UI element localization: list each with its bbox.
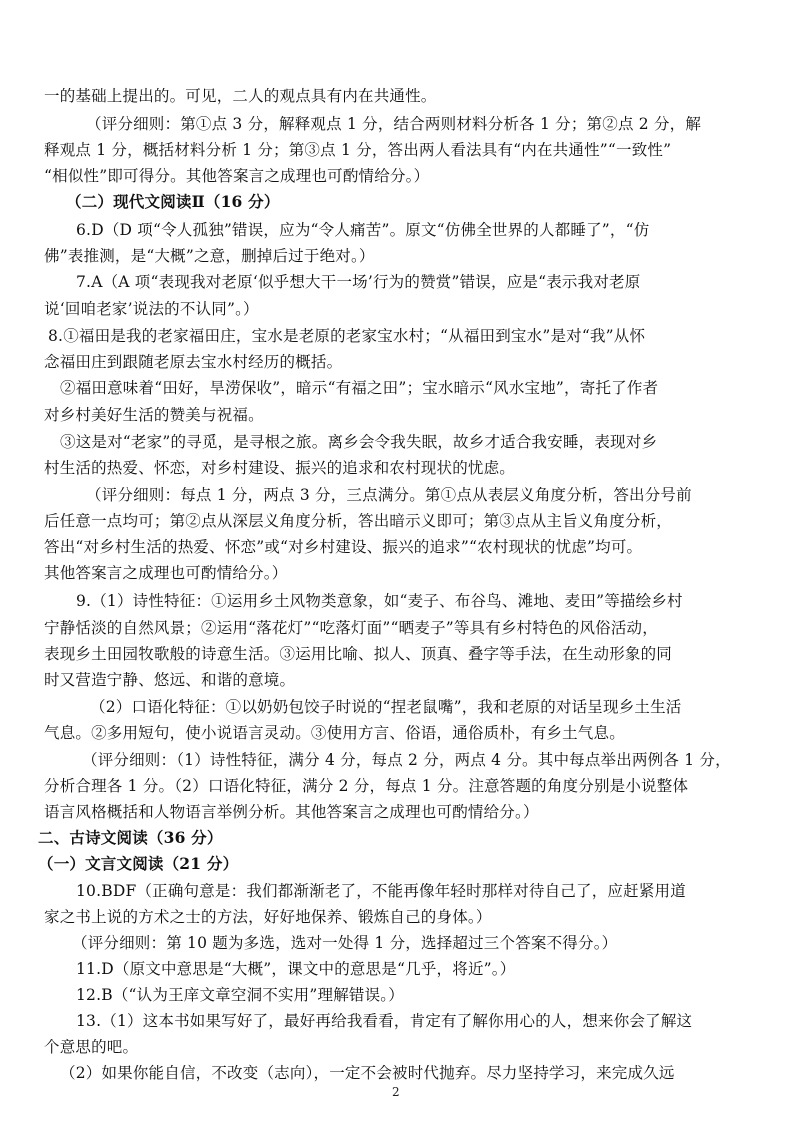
page-number: 2 [392,1085,400,1099]
text-line: 11.D（原文中意思是“大概”，课文中的意思是“几乎，将近”。） [76,960,516,978]
text-line: 后任意一点均可；第②点从深层义角度分析，答出暗示义即可；第③点从主旨义角度分析， [44,512,673,530]
text-line: “相似性”即可得分。其他答案言之成理也可酌情给分。） [44,167,430,185]
section-heading: 二、古诗文阅读（36 分） [38,828,223,847]
text-line: （评分细则：（1）诗性特征，满分 4 分，每点 2 分，两点 4 分。其中每点举出两例各 1 分， [82,751,731,769]
text-line: 12.B（“认为王庠文章空洞不实用”理解错误。） [76,986,404,1004]
text-line: 释观点 1 分，概括材料分析 1 分；第③点 1 分，答出两人看法具有“内在共通性”“一致性” [44,141,672,159]
text-line: ③这是对“老家”的寻觅，是寻根之旅。离乡会令我失眠，故乡才适合我安睡，表现对乡 [60,433,658,451]
text-line: ②福田意味着“田好，旱涝保收”，暗示“有福之田”；宝水暗示“风水宝地”，寄托了作者 [60,379,659,397]
text-line: 对乡村美好生活的赞美与祝福。 [44,406,264,424]
text-line: （评分细则：第 10 题为多选，选对一处得 1 分，选择超过三个答案不得分。） [72,934,618,952]
text-line: 个意思的吧。 [44,1038,139,1056]
text-line: 家之书上说的方术之士的方法，好好地保养、锻炼自己的身体。） [44,908,492,926]
text-line: 语言风格概括和人物语言举例分析。其他答案言之成理也可酌情给分。） [44,803,539,821]
section-heading: （一）文言文阅读（21 分） [38,854,239,873]
text-line: 说‘回咱老家’说法的不认同”。） [44,300,259,318]
text-line: 10.BDF（正确句意是：我们都渐渐老了，不能再像年轻时那样对待自己了，应赶紧用道 [76,882,686,900]
text-line: 时又营造宁静、悠远、和谐的意境。 [44,671,296,689]
text-line: （评分细则：每点 1 分，两点 3 分，三点满分。第①点从表层义角度分析，答出分号前 [86,486,692,504]
text-line: 宁静恬淡的自然风景；②运用“落花灯”“吃落灯面”“晒麦子”等具有乡村特色的风俗活动， [44,619,658,637]
text-line: 其他答案言之成理也可酌情给分。） [44,564,288,582]
text-line: 7.A（A 项“表现我对老原‘似乎想大干一场’行为的赞赏”错误，应是“表示我对老原 [76,273,641,291]
text-line: （评分细则：第①点 3 分，解释观点 1 分，结合两则材料分析各 1 分；第②点 2 分，解 [86,115,702,133]
text-line: 村生活的热爱、怀恋，对乡村建设、振兴的追求和农村现状的忧虑。 [44,459,516,477]
text-line: 13.（1）这本书如果写好了，最好再给我看看，肯定有了解你用心的人，想来你会了解这 [76,1012,693,1030]
text-line: 8.①福田是我的老家福田庄，宝水是老原的老家宝水村；“从福田到宝水”是对“我”从怀 [48,327,646,345]
text-line: 6.D（D 项“令人孤独”错误，应为“令人痛苦”。原文“仿佛全世界的人都睡了”，“仿 [76,221,650,239]
text-line: 一的基础上提出的。可见，二人的观点具有内在共通性。 [44,87,437,105]
text-line: 答出“对乡村生活的热爱、怀恋”或“对乡村建设、振兴的追求”“农村现状的忧虑”均可。 [44,538,643,556]
text-line: 佛”表推测，是“大概”之意，删掉后过于绝对。） [44,247,375,265]
text-line: 9.（1）诗性特征：①运用乡土风物类意象，如“麦子、布谷鸟、滩地、麦田”等描绘乡村 [76,592,683,610]
text-line: 念福田庄到跟随老原去宝水村经历的概括。 [44,353,343,371]
text-line: （2）如果你能自信，不改变（志向），一定不会被时代抛弃。尽力坚持学习，来完成久远 [60,1064,675,1082]
section-heading: （二）现代文阅读Ⅱ（16 分） [66,192,280,211]
text-line: 表现乡土田园牧歌般的诗意生活。③运用比喻、拟人、顶真、叠字等手法，在生动形象的同 [44,645,673,663]
text-line: （2）口语化特征：①以奶奶包饺子时说的“捏老鼠嘴”，我和老原的对话呈现乡土生活 [90,698,682,716]
text-line: 气息。②多用短句，使小说语言灵动。③使用方言、俗语，通俗质朴，有乡土气息。 [44,724,625,742]
text-line: 分析合理各 1 分。（2）口语化特征，满分 2 分，每点 1 分。注意答题的角度分别是小说整体 [44,777,689,795]
